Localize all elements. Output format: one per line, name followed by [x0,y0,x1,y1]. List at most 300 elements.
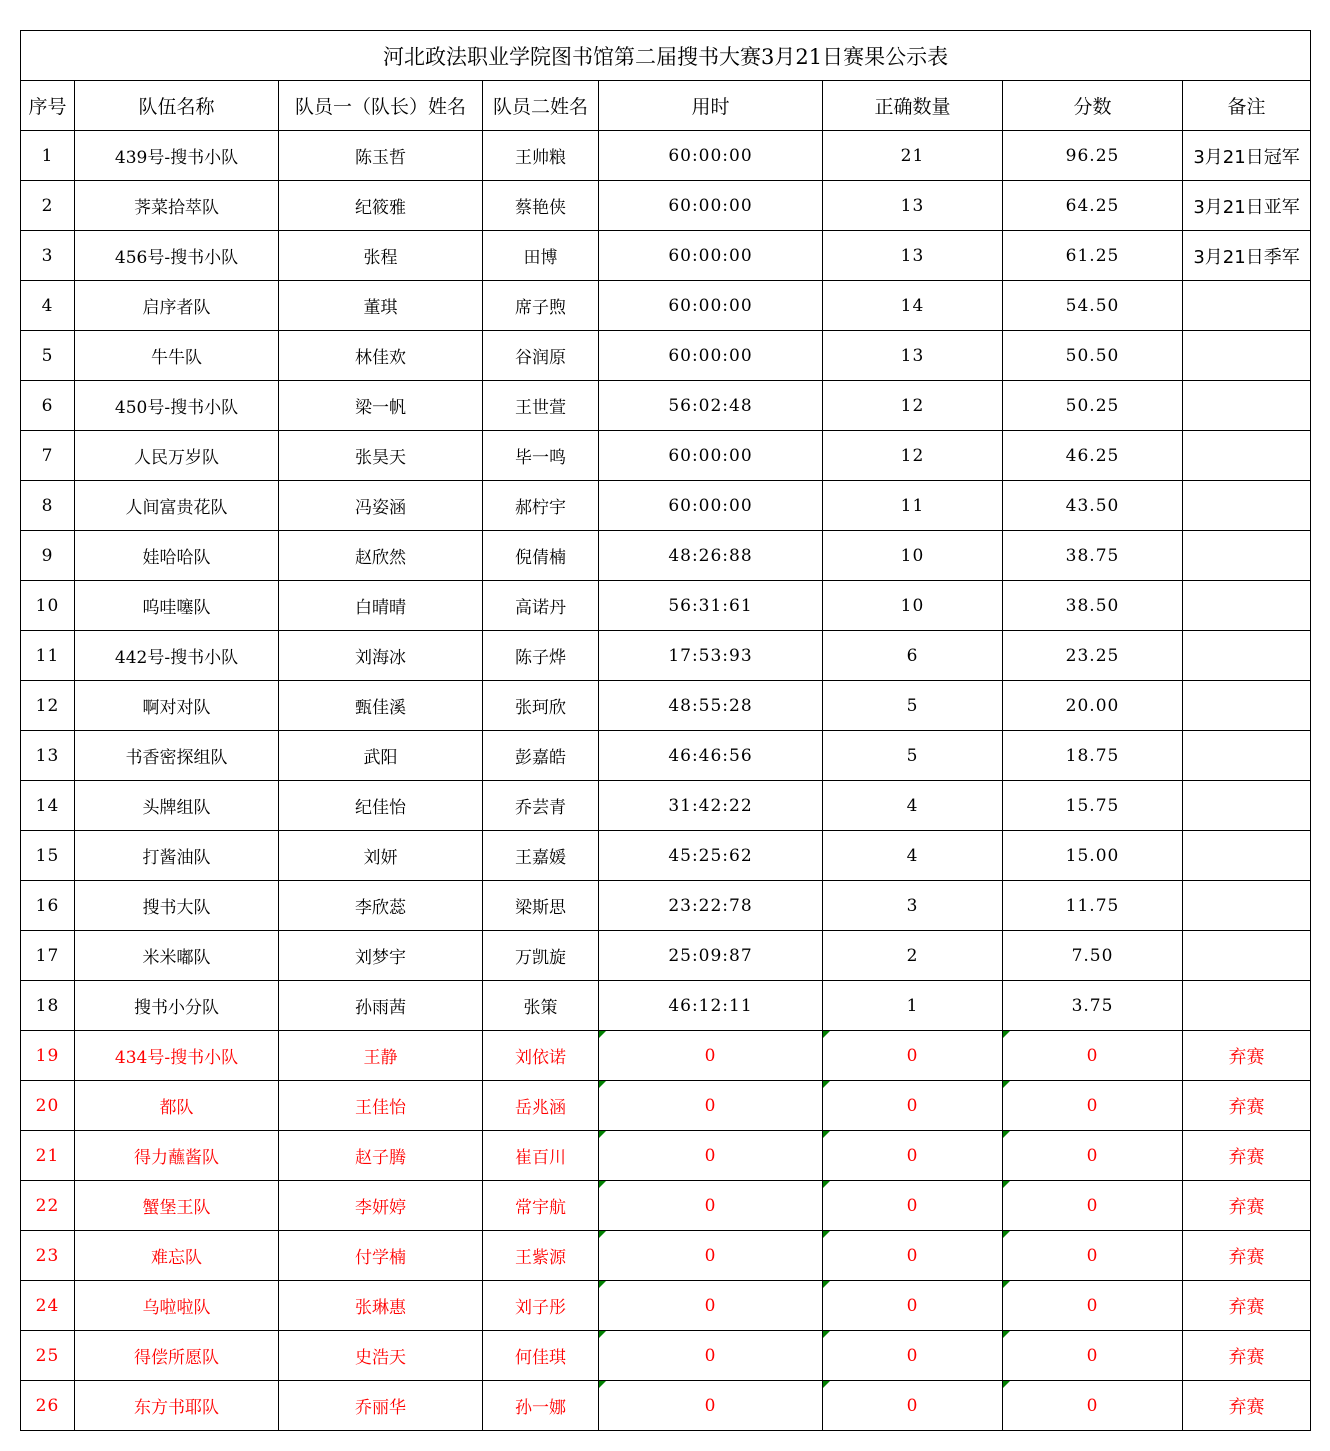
cell-correct [823,481,1003,531]
cell-correct [823,981,1003,1031]
cell-correct-text: 6 [906,645,919,666]
cell-correct [823,581,1003,631]
cell-time-text: 60:00:00 [668,145,753,166]
cell-member2 [483,881,599,931]
cell-score [1003,1381,1183,1431]
cell-member2 [483,581,599,631]
cell-team [75,1381,279,1431]
cell-team [75,1131,279,1181]
cell-team [75,1281,279,1331]
cell-time [599,431,823,481]
error-indicator-icon [823,1331,830,1338]
cell-captain-text: 李妍婷 [355,1198,406,1218]
cell-time-text: 0 [704,1295,717,1316]
cell-member2-text: 万凯旋 [515,948,566,968]
cell-captain-text: 纪筱雅 [355,198,406,218]
table-row [21,981,1311,1031]
cell-note [1183,1331,1311,1381]
table-row [21,281,1311,331]
cell-correct-text: 13 [900,245,925,266]
cell-score [1003,581,1183,631]
cell-team-text: 娃哈哈队 [142,548,211,568]
cell-time [599,481,823,531]
cell-time-text: 48:26:88 [668,545,753,566]
cell-member2-text: 崔百川 [515,1148,566,1168]
cell-team-text: 头牌组队 [142,798,211,818]
cell-seq-text: 26 [35,1395,60,1416]
cell-score [1003,1031,1183,1081]
cell-captain-text: 张程 [363,248,398,268]
cell-time [599,631,823,681]
cell-correct [823,331,1003,381]
cell-time-text: 25:09:87 [668,945,753,966]
cell-captain [279,1381,483,1431]
cell-score-text: 20.00 [1065,695,1120,716]
cell-score-text: 50.50 [1065,345,1120,366]
header-member2: 队员二姓名 [483,81,599,131]
cell-member2-text: 谷润原 [515,348,566,368]
cell-seq [21,131,75,181]
cell-team [75,381,279,431]
table-row [21,781,1311,831]
cell-team [75,531,279,581]
cell-member2 [483,281,599,331]
cell-score-text: 0 [1086,1345,1099,1366]
cell-seq-text: 11 [35,645,60,666]
cell-seq [21,431,75,481]
cell-captain [279,881,483,931]
cell-member2-text: 王世萱 [515,398,566,418]
cell-seq [21,1381,75,1431]
cell-captain [279,631,483,681]
cell-note [1183,981,1311,1031]
cell-time-text: 0 [704,1245,717,1266]
cell-member2 [483,331,599,381]
cell-captain-text: 梁一帆 [355,398,406,418]
error-indicator-icon [1003,1131,1010,1138]
cell-team-text: 乌啦啦队 [142,1298,211,1318]
cell-captain [279,531,483,581]
cell-correct [823,1381,1003,1431]
cell-seq-text: 2 [41,195,54,216]
cell-time [599,381,823,431]
cell-correct [823,1281,1003,1331]
cell-captain-text: 李欣蕊 [355,898,406,918]
cell-seq-text: 21 [35,1145,60,1166]
cell-correct-text: 4 [906,795,919,816]
cell-score [1003,131,1183,181]
cell-captain [279,1031,483,1081]
cell-correct-text: 0 [906,1345,919,1366]
table-title: 河北政法职业学院图书馆第二届搜书大赛3月21日赛果公示表 [21,31,1311,81]
cell-seq-text: 10 [35,595,60,616]
cell-time-text: 0 [704,1095,717,1116]
cell-score [1003,331,1183,381]
cell-captain-text: 张琳惠 [355,1298,406,1318]
cell-time-text: 0 [704,1345,717,1366]
cell-team-text: 得力蘸酱队 [134,1148,219,1168]
cell-team-text: 难忘队 [151,1248,202,1268]
cell-seq-text: 23 [35,1245,60,1266]
cell-team [75,581,279,631]
cell-note [1183,531,1311,581]
cell-member2 [483,1181,599,1231]
cell-captain [279,1081,483,1131]
cell-correct-text: 10 [900,545,925,566]
cell-correct [823,831,1003,881]
cell-captain-text: 冯姿涵 [355,498,406,518]
cell-seq [21,581,75,631]
error-indicator-icon [599,1131,606,1138]
cell-captain-text: 林佳欢 [355,348,406,368]
cell-score [1003,631,1183,681]
cell-time [599,131,823,181]
cell-correct [823,731,1003,781]
cell-seq-text: 8 [41,495,54,516]
header-team: 队伍名称 [75,81,279,131]
table-row [21,231,1311,281]
header-captain: 队员一（队长）姓名 [279,81,483,131]
cell-seq [21,931,75,981]
cell-correct [823,181,1003,231]
cell-team-text: 啊对对队 [142,698,211,718]
cell-member2 [483,631,599,681]
cell-seq-text: 4 [41,295,54,316]
table-row [21,131,1311,181]
cell-time [599,231,823,281]
cell-score-text: 0 [1086,1095,1099,1116]
cell-time-text: 48:55:28 [668,695,753,716]
cell-team [75,181,279,231]
cell-member2-text: 孙一娜 [515,1398,566,1418]
cell-correct [823,231,1003,281]
cell-seq-text: 13 [35,745,60,766]
cell-team-text: 书香密探组队 [125,748,228,768]
cell-seq-text: 17 [35,945,60,966]
cell-team-text: 434号-搜书小队 [114,1048,239,1068]
cell-team [75,631,279,681]
table-row [21,1031,1311,1081]
cell-time [599,1331,823,1381]
cell-note-text: 弃赛 [1228,1196,1265,1218]
cell-captain-text: 刘梦宇 [355,948,406,968]
header-correct: 正确数量 [823,81,1003,131]
cell-team-text: 都队 [159,1098,194,1118]
error-indicator-icon [599,1181,606,1188]
cell-correct [823,1181,1003,1231]
cell-correct [823,431,1003,481]
cell-note-text: 弃赛 [1228,1396,1265,1418]
cell-member2-text: 倪倩楠 [515,548,566,568]
cell-score-text: 61.25 [1065,245,1120,266]
cell-note [1183,781,1311,831]
cell-member2-text: 刘子彤 [515,1298,566,1318]
cell-seq-text: 22 [35,1195,60,1216]
cell-seq-text: 12 [35,695,60,716]
cell-score [1003,481,1183,531]
cell-correct [823,1231,1003,1281]
cell-member2-text: 陈子烨 [515,648,566,668]
cell-note [1183,681,1311,731]
cell-time [599,1131,823,1181]
cell-team-text: 450号-搜书小队 [114,398,239,418]
error-indicator-icon [823,1231,830,1238]
cell-time [599,1031,823,1081]
cell-time-text: 0 [704,1395,717,1416]
error-indicator-icon [823,1381,830,1388]
cell-correct-text: 13 [900,345,925,366]
cell-score-text: 0 [1086,1395,1099,1416]
cell-correct [823,781,1003,831]
error-indicator-icon [823,1081,830,1088]
cell-member2-text: 梁斯思 [515,898,566,918]
cell-note [1183,1131,1311,1181]
cell-correct [823,381,1003,431]
cell-team [75,831,279,881]
cell-captain-text: 张昊天 [355,448,406,468]
cell-correct-text: 0 [906,1295,919,1316]
cell-score [1003,1181,1183,1231]
cell-captain [279,381,483,431]
cell-note-text: 3月21日季军 [1193,246,1300,268]
cell-note-text: 弃赛 [1228,1296,1265,1318]
cell-score [1003,881,1183,931]
cell-score [1003,731,1183,781]
cell-captain [279,1231,483,1281]
cell-seq [21,481,75,531]
cell-correct-text: 12 [900,395,925,416]
cell-score [1003,981,1183,1031]
cell-captain-text: 白晴晴 [355,598,406,618]
cell-note [1183,431,1311,481]
cell-team-text: 456号-搜书小队 [114,248,239,268]
cell-note [1183,1031,1311,1081]
cell-seq [21,381,75,431]
cell-seq [21,1231,75,1281]
cell-time-text: 0 [704,1195,717,1216]
cell-member2-text: 郝柠宇 [515,498,566,518]
cell-score-text: 15.75 [1065,795,1120,816]
cell-score-text: 38.75 [1065,545,1120,566]
error-indicator-icon [599,1031,606,1038]
cell-correct [823,281,1003,331]
cell-score [1003,1131,1183,1181]
cell-correct [823,531,1003,581]
cell-seq-text: 6 [41,395,54,416]
cell-correct [823,881,1003,931]
cell-note [1183,1281,1311,1331]
cell-team [75,1081,279,1131]
cell-seq [21,181,75,231]
table-row [21,181,1311,231]
cell-seq [21,331,75,381]
cell-captain [279,581,483,631]
cell-member2-text: 岳兆涵 [515,1098,566,1118]
cell-time-text: 23:22:78 [668,895,753,916]
cell-team [75,281,279,331]
cell-captain-text: 史浩天 [355,1348,406,1368]
cell-seq-text: 1 [41,145,54,166]
cell-note [1183,631,1311,681]
cell-team-text: 蟹堡王队 [142,1198,211,1218]
cell-member2-text: 刘依诺 [515,1048,566,1068]
cell-member2-text: 田博 [523,248,558,268]
error-indicator-icon [1003,1331,1010,1338]
cell-seq [21,1131,75,1181]
cell-captain [279,231,483,281]
cell-note [1183,881,1311,931]
error-indicator-icon [599,1281,606,1288]
cell-member2 [483,981,599,1031]
cell-time-text: 46:46:56 [668,745,753,766]
error-indicator-icon [599,1081,606,1088]
cell-correct [823,1331,1003,1381]
cell-captain-text: 付学楠 [355,1248,406,1268]
cell-team [75,781,279,831]
cell-score [1003,831,1183,881]
cell-team-text: 牛牛队 [151,348,202,368]
cell-captain-text: 赵子腾 [355,1148,406,1168]
cell-correct-text: 13 [900,195,925,216]
cell-note [1183,231,1311,281]
cell-score [1003,681,1183,731]
cell-note-text: 3月21日冠军 [1193,146,1300,168]
cell-score [1003,281,1183,331]
header-note: 备注 [1183,81,1311,131]
cell-member2 [483,1031,599,1081]
cell-correct-text: 10 [900,595,925,616]
cell-member2 [483,731,599,781]
cell-captain [279,181,483,231]
cell-score-text: 7.50 [1071,945,1114,966]
cell-member2-text: 王嘉媛 [515,848,566,868]
cell-score-text: 0 [1086,1195,1099,1216]
table-body [21,131,1311,1431]
cell-member2-text: 高诺丹 [515,598,566,618]
cell-team-text: 439号-搜书小队 [114,148,239,168]
error-indicator-icon [1003,1181,1010,1188]
cell-captain-text: 刘妍 [363,848,398,868]
cell-member2-text: 王帅粮 [515,148,566,168]
cell-time [599,881,823,931]
cell-captain [279,681,483,731]
cell-seq [21,1331,75,1381]
cell-captain [279,1181,483,1231]
cell-note [1183,381,1311,431]
cell-score [1003,531,1183,581]
cell-captain-text: 孙雨茜 [355,998,406,1018]
table-row [21,881,1311,931]
cell-score-text: 50.25 [1065,395,1120,416]
cell-score [1003,1231,1183,1281]
cell-note-text: 弃赛 [1228,1346,1265,1368]
cell-team-text: 打酱油队 [142,848,211,868]
cell-score [1003,181,1183,231]
cell-captain-text: 赵欣然 [355,548,406,568]
cell-score-text: 96.25 [1065,145,1120,166]
cell-score-text: 54.50 [1065,295,1120,316]
cell-note [1183,281,1311,331]
cell-team-text: 人民万岁队 [134,448,219,468]
cell-seq [21,781,75,831]
cell-member2-text: 毕一鸣 [515,448,566,468]
cell-captain-text: 刘海冰 [355,648,406,668]
cell-captain [279,131,483,181]
cell-member2 [483,931,599,981]
cell-score-text: 18.75 [1065,745,1120,766]
cell-seq-text: 3 [41,245,54,266]
cell-seq [21,881,75,931]
error-indicator-icon [599,1331,606,1338]
cell-team [75,881,279,931]
cell-time-text: 60:00:00 [668,295,753,316]
cell-note [1183,131,1311,181]
cell-time-text: 0 [704,1145,717,1166]
cell-score [1003,431,1183,481]
cell-score-text: 64.25 [1065,195,1120,216]
cell-team-text: 搜书小分队 [134,998,219,1018]
cell-team [75,1231,279,1281]
table-row [21,931,1311,981]
cell-seq [21,981,75,1031]
cell-team-text: 米米嘟队 [142,948,211,968]
table-row [21,481,1311,531]
error-indicator-icon [823,1281,830,1288]
cell-member2 [483,381,599,431]
cell-note [1183,1381,1311,1431]
cell-correct [823,1131,1003,1181]
cell-correct-text: 5 [906,745,919,766]
cell-captain [279,931,483,981]
cell-captain [279,1131,483,1181]
cell-captain-text: 董琪 [363,298,398,318]
cell-correct-text: 3 [906,895,919,916]
error-indicator-icon [1003,1231,1010,1238]
cell-member2-text: 蔡艳侠 [515,198,566,218]
cell-member2 [483,681,599,731]
cell-time [599,531,823,581]
table-row [21,1131,1311,1181]
cell-time-text: 56:31:61 [668,595,753,616]
cell-team [75,931,279,981]
cell-team-text: 东方书耶队 [134,1398,219,1418]
cell-time-text: 60:00:00 [668,195,753,216]
cell-score [1003,931,1183,981]
table-row [21,681,1311,731]
cell-team [75,331,279,381]
cell-time-text: 60:00:00 [668,345,753,366]
cell-seq-text: 19 [35,1045,60,1066]
cell-score-text: 3.75 [1071,995,1114,1016]
error-indicator-icon [823,1131,830,1138]
cell-member2 [483,231,599,281]
cell-time-text: 60:00:00 [668,445,753,466]
cell-time-text: 46:12:11 [668,995,753,1016]
cell-member2 [483,1231,599,1281]
cell-score [1003,1081,1183,1131]
cell-seq [21,631,75,681]
cell-seq-text: 25 [35,1345,60,1366]
cell-seq-text: 9 [41,545,54,566]
cell-note-text: 弃赛 [1228,1096,1265,1118]
cell-member2 [483,1081,599,1131]
cell-correct [823,931,1003,981]
cell-captain-text: 陈玉哲 [355,148,406,168]
cell-member2 [483,1381,599,1431]
cell-seq [21,681,75,731]
results-table [20,30,1311,1431]
cell-time [599,181,823,231]
